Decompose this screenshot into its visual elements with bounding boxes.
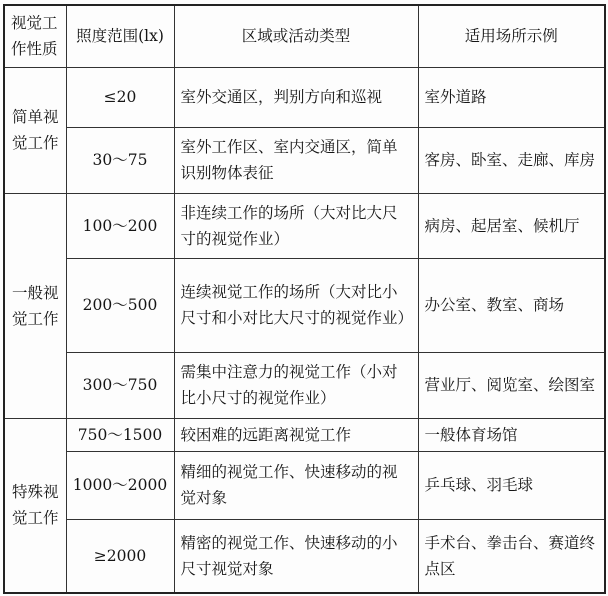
place-cell: 客房、卧室、走廊、库房: [418, 127, 605, 193]
place-cell: 病房、起居室、候机厅: [418, 193, 605, 258]
range-cell: 750～1500: [66, 418, 174, 451]
type-cell: 需集中注意力的视觉工作（小对比小尺寸的视觉作业）: [174, 352, 418, 418]
type-cell: 精密的视觉工作、快速移动的小尺寸视觉对象: [174, 519, 418, 593]
table-row: [4, 258, 605, 352]
table-row: [4, 519, 605, 593]
place-cell: 乒乓球、羽毛球: [418, 451, 605, 519]
group-general-nature: 一般视觉工作: [4, 193, 66, 418]
table-row: [4, 127, 605, 193]
table-row: [4, 67, 605, 127]
place-cell: 营业厅、阅览室、绘图室: [418, 352, 605, 418]
place-cell: 手术台、拳击台、赛道终点区: [418, 519, 605, 593]
type-cell: 较困难的远距离视觉工作: [174, 418, 418, 451]
illuminance-table: [3, 4, 606, 594]
table-row: [4, 418, 605, 451]
group-special-nature: 特殊视觉工作: [4, 418, 66, 593]
header-place: 适用场所示例: [418, 5, 605, 67]
type-cell: 室外工作区、室内交通区，简单识别物体表征: [174, 127, 418, 193]
type-cell: 精细的视觉工作、快速移动的视觉对象: [174, 451, 418, 519]
type-cell: 非连续工作的场所（大对比大尺寸的视觉作业）: [174, 193, 418, 258]
range-cell: ≥2000: [66, 519, 174, 593]
range-cell: 1000～2000: [66, 451, 174, 519]
table-row: [4, 193, 605, 258]
header-type: 区域或活动类型: [174, 5, 418, 67]
place-cell: 办公室、教室、商场: [418, 258, 605, 352]
table-row: [4, 352, 605, 418]
type-cell: 室外交通区，判别方向和巡视: [174, 67, 418, 127]
range-cell: 300～750: [66, 352, 174, 418]
range-cell: ≤20: [66, 67, 174, 127]
table-row: [4, 451, 605, 519]
place-cell: 室外道路: [418, 67, 605, 127]
range-cell: 30～75: [66, 127, 174, 193]
type-cell: 连续视觉工作的场所（大对比小尺寸和小对比大尺寸的视觉作业）: [174, 258, 418, 352]
range-cell: 200～500: [66, 258, 174, 352]
group-simple-nature: 简单视觉工作: [4, 67, 66, 193]
header-nature: 视觉工作性质: [4, 5, 66, 67]
place-cell: 一般体育场馆: [418, 418, 605, 451]
header-row: [4, 5, 605, 67]
header-range: 照度范围(lx): [66, 5, 174, 67]
range-cell: 100～200: [66, 193, 174, 258]
